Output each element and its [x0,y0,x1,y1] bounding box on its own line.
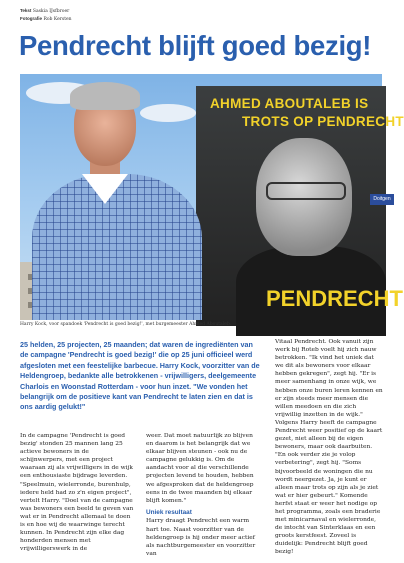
text-credit-label: Tekst [20,8,32,13]
street-sign: Doitgen [370,194,394,205]
article-photo [20,74,404,320]
hair [70,82,140,110]
body-paragraph: Harry draagt Pendrecht een warm hart toe. Naast voorzitter van de heldengroep is hij onder meer actief als nachtburgemeester en voorzitter van [146,518,256,557]
billboard-line-1: AHMED ABOUTALEB IS [210,96,369,111]
text-credit-author: Saskia IJsfbroer [32,9,70,14]
checkered-shirt [32,174,202,320]
body-column-1 [20,432,134,553]
photo-credit-label: Fotografie [20,15,42,21]
section-subheading: Uniek resultaat [146,508,192,516]
body-column-3 [275,338,383,557]
intro-paragraph: 25 helden, 25 projecten, 25 maanden; dat waren de ingrediënten van de campagne 'Pendrecht is goed bezig!' die op 25 juni officieel werd afgesloten met een feestelijke barbecue. Harry Kock, voorzitter van de Heldengroep, bedankte alle betrokkenen - vrijwilligers, deelgemeente Charlois en Woonstad Rotterdam - voor hun inzet. "We vonden het belangrijk om de positieve kant van Pendrecht te laten zien en dat is ons aardig gelukt!" [20,340,260,412]
person-portrait [22,74,212,320]
body-paragraph: In de campagne 'Pendrecht is goed bezig' stonden 25 mannen lang 25 actieve bewoners in de schijnwerpers, met een project waaraan zij als vrijwilligers in de wijk een enthousiaste bijdrage leverden. "Speelmuin, wielerronde, burenhulp, iedere held had zo z'n eigen project", vertelt Harry. "Doel van de campagne was bewoners een beeld te geven van wat er in Pendrecht allemaal te doen is en hoe wij de waarwinge terecht kunnen. In Pendrecht zijn elke dag honderden mensen met vrijwilligerswerk in de [20,433,134,553]
body-paragraph: Vitaal Pendrecht. Ook vanuit zijn werk bij Roteb voelt hij zich nauw betrokken. "Ik vind het uniek dat we dit als bewoners voor elkaar hebben gekregen", zegt hij. "Er is meer samenhang in onze wijk, we hebben onze buren leren kennen en er zijn steeds meer mensen die willen meedoen en die zich vrijwillig inzetten in de wijk." Volgens Harry heeft de campagne Pendrecht weer positief op de kaart gezet, niet alleen bij de eigen bewoners, maar ook daarbuiten. "En ook verder zie je volop verbetering", zegt hij. "Soms bijvoorbeeld de woningen die nu wordt neergezet. Ja, je kunt er alleen maar trots op zijn als je ziet wat er hier gebeurt." Komende herfst staat er weer het nodige op het programma, zoals een braderie met minicarnaval en wielerronde, de intocht van Sinterklaas en een groots kerstfeest. Zoveel is duidelijk: Pendrecht blijft goed bezig! [275,339,383,556]
billboard-bottom-text: PENDRECHT [266,286,403,311]
photo-caption: Harry Kock, voor spandoek 'Pendrecht is goed bezig!', met burgemeester Ahmed Aboutaleb. [20,322,232,327]
billboard-glasses [266,182,346,200]
body-paragraph: weer. Dat moet natuurlijk zo blijven en daarom is het belangrijk dat we elkaar blijven steunen - ook nu de campagne gelukkig is. Om de aandacht voor al die verschillende projecten levend te houden, hebben we afgesproken dat de heldengroep eens in de twee maanden bij elkaar blijft komen." [146,433,254,504]
body-column-2 [146,432,262,558]
billboard-line-2: TROTS OP PENDRECHT [242,114,404,129]
billboard [196,86,404,326]
article-headline: Pendrecht blijft goed bezig! [19,30,372,61]
credits [20,8,72,23]
photo-credit-author: Rob Kersten [43,16,72,22]
